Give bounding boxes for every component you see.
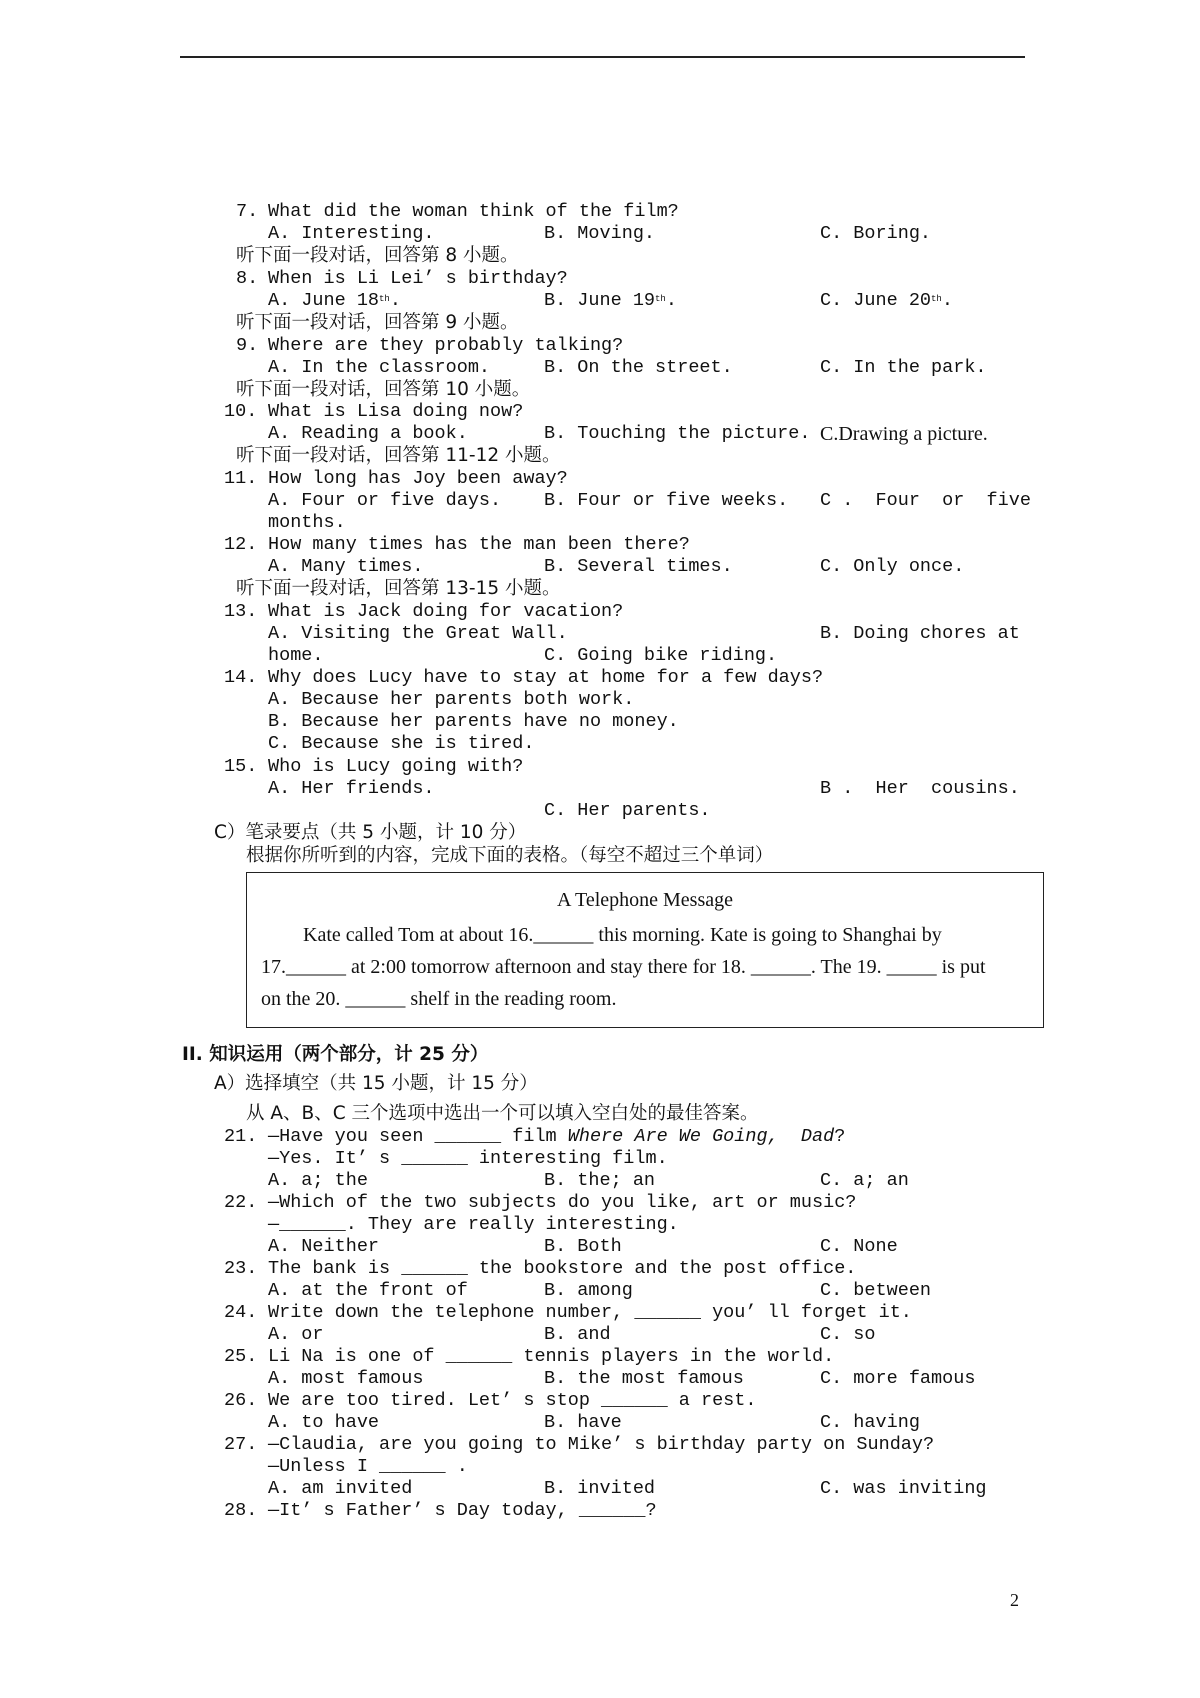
option-b: B. Moving. xyxy=(544,223,656,244)
listening-instruction: 听下面一段对话，回答第 11-12 小题。 xyxy=(236,445,561,466)
section-heading: C）笔录要点（共 5 小题，计 10 分） xyxy=(214,822,527,843)
question-stem: We are too tired. Let’ s stop ______ a rest. xyxy=(268,1390,757,1411)
option-a: A. Because her parents both work. xyxy=(268,689,635,710)
option-c: C. Only once. xyxy=(820,556,965,577)
option-c: C. Her parents. xyxy=(544,800,711,821)
option-c-continuation: months. xyxy=(268,512,346,533)
question-number: 26. xyxy=(224,1390,258,1411)
section-instruction: 从 A、B、C 三个选项中选出一个可以填入空白处的最佳答案。 xyxy=(246,1103,759,1124)
listening-instruction: 听下面一段对话，回答第 8 小题。 xyxy=(236,245,519,266)
question-number: 13. xyxy=(224,601,258,622)
option-b: B. the; an xyxy=(544,1170,656,1191)
listening-instruction: 听下面一段对话，回答第 13-15 小题。 xyxy=(236,578,561,599)
question-stem-line2: —______. They are really interesting. xyxy=(268,1214,679,1235)
section-heading: II. 知识运用（两个部分，计 25 分） xyxy=(182,1044,489,1065)
question-stem: —Claudia, are you going to Mike’ s birthday party on Sunday? xyxy=(268,1434,935,1455)
option-b: B. Touching the picture. xyxy=(544,423,811,444)
question-stem: Where are they probably talking? xyxy=(268,335,624,356)
question-number: 7. xyxy=(236,201,259,222)
option-c: C. between xyxy=(820,1280,932,1301)
question-number: 11. xyxy=(224,468,258,489)
question-stem: How many times has the man been there? xyxy=(268,534,690,555)
option-c: C. so xyxy=(820,1324,876,1345)
option-c: C. June 20th. xyxy=(820,290,953,311)
option-b: B. Both xyxy=(544,1236,622,1257)
question-number: 9. xyxy=(236,335,259,356)
question-stem: Why does Lucy have to stay at home for a few days? xyxy=(268,667,824,688)
header-rule xyxy=(180,56,1025,58)
question-stem: Who is Lucy going with? xyxy=(268,756,524,777)
question-stem-line2: —Yes. It’ s ______ interesting film. xyxy=(268,1148,668,1169)
option-c: C. Boring. xyxy=(820,223,932,244)
section-instruction: 根据你所听到的内容，完成下面的表格。（每空不超过三个单词） xyxy=(246,845,774,866)
option-c: C. In the park. xyxy=(820,357,987,378)
option-c: C. Going bike riding. xyxy=(544,645,778,666)
question-stem: Write down the telephone number, ______ you’ ll forget it. xyxy=(268,1302,912,1323)
option-b: B. June 19th. xyxy=(544,290,677,311)
option-c: C . Four or five xyxy=(820,490,1031,511)
option-a: A. Many times. xyxy=(268,556,424,577)
page-number: 2 xyxy=(1010,1590,1019,1610)
option-a: A. at the front of xyxy=(268,1280,468,1301)
option-a: A. most famous xyxy=(268,1368,424,1389)
option-c: C.Drawing a picture. xyxy=(820,423,988,445)
option-b: B . Her cousins. xyxy=(820,778,1020,799)
option-a: A. Reading a book. xyxy=(268,423,468,444)
question-number: 24. xyxy=(224,1302,258,1323)
option-c: C. Because she is tired. xyxy=(268,733,535,754)
option-c: C. None xyxy=(820,1236,898,1257)
question-number: 27. xyxy=(224,1434,258,1455)
question-number: 28. xyxy=(224,1500,258,1521)
option-b: B. the most famous xyxy=(544,1368,744,1389)
question-number: 12. xyxy=(224,534,258,555)
option-b: B. Several times. xyxy=(544,556,733,577)
message-line: Kate called Tom at about 16.______ this morning. Kate is going to Shanghai by xyxy=(303,924,942,946)
option-a: A. to have xyxy=(268,1412,380,1433)
question-number: 25. xyxy=(224,1346,258,1367)
listening-instruction: 听下面一段对话，回答第 10 小题。 xyxy=(236,379,531,400)
option-b: B. and xyxy=(544,1324,611,1345)
option-a: A. Four or five days. xyxy=(268,490,502,511)
option-b: B. invited xyxy=(544,1478,656,1499)
question-number: 8. xyxy=(236,268,259,289)
question-stem: —Have you seen ______ film Where Are We Going, Dad? xyxy=(268,1126,846,1147)
option-b: B. among xyxy=(544,1280,633,1301)
question-stem: What is Jack doing for vacation? xyxy=(268,601,624,622)
question-stem: —Which of the two subjects do you like, art or music? xyxy=(268,1192,857,1213)
question-stem: When is Li Lei’ s birthday? xyxy=(268,268,568,289)
option-c: C. was inviting xyxy=(820,1478,987,1499)
option-b: B. have xyxy=(544,1412,622,1433)
message-line: 17.______ at 2:00 tomorrow afternoon and stay there for 18. ______. The 19. _____ is put xyxy=(261,956,986,978)
option-c: C. having xyxy=(820,1412,920,1433)
question-stem-line2: —Unless I ______ . xyxy=(268,1456,468,1477)
question-number: 10. xyxy=(224,401,258,422)
option-b: B. Doing chores at xyxy=(820,623,1020,644)
option-c: C. a; an xyxy=(820,1170,909,1191)
question-stem: How long has Joy been away? xyxy=(268,468,568,489)
question-stem: The bank is ______ the bookstore and the post office. xyxy=(268,1258,857,1279)
listening-instruction: 听下面一段对话，回答第 9 小题。 xyxy=(236,312,519,333)
option-a: A. or xyxy=(268,1324,324,1345)
option-a: A. am invited xyxy=(268,1478,413,1499)
question-stem: Li Na is one of ______ tennis players in the world. xyxy=(268,1346,835,1367)
option-a: A. Interesting. xyxy=(268,223,435,244)
question-number: 14. xyxy=(224,667,258,688)
option-a: A. a; the xyxy=(268,1170,368,1191)
message-text xyxy=(261,919,1031,1015)
message-title: A Telephone Message xyxy=(557,889,733,911)
option-a: A. In the classroom. xyxy=(268,357,491,378)
message-line: on the 20. ______ shelf in the reading room. xyxy=(261,988,617,1010)
option-a: A. Neither xyxy=(268,1236,380,1257)
option-b-continuation: home. xyxy=(268,645,324,666)
option-a: A. Her friends. xyxy=(268,778,435,799)
question-stem: What did the woman think of the film? xyxy=(268,201,679,222)
option-c: C. more famous xyxy=(820,1368,976,1389)
option-b: B. Because her parents have no money. xyxy=(268,711,679,732)
question-number: 23. xyxy=(224,1258,258,1279)
question-stem: —It’ s Father’ s Day today, ______? xyxy=(268,1500,657,1521)
question-number: 15. xyxy=(224,756,258,777)
question-number: 22. xyxy=(224,1192,258,1213)
telephone-message-box xyxy=(246,872,1044,1028)
subsection-heading: A）选择填空（共 15 小题，计 15 分） xyxy=(214,1073,538,1094)
option-b: B. On the street. xyxy=(544,357,733,378)
option-a: A. June 18th. xyxy=(268,290,401,311)
question-number: 21. xyxy=(224,1126,258,1147)
question-stem: What is Lisa doing now? xyxy=(268,401,524,422)
option-b: B. Four or five weeks. xyxy=(544,490,789,511)
option-a: A. Visiting the Great Wall. xyxy=(268,623,568,644)
